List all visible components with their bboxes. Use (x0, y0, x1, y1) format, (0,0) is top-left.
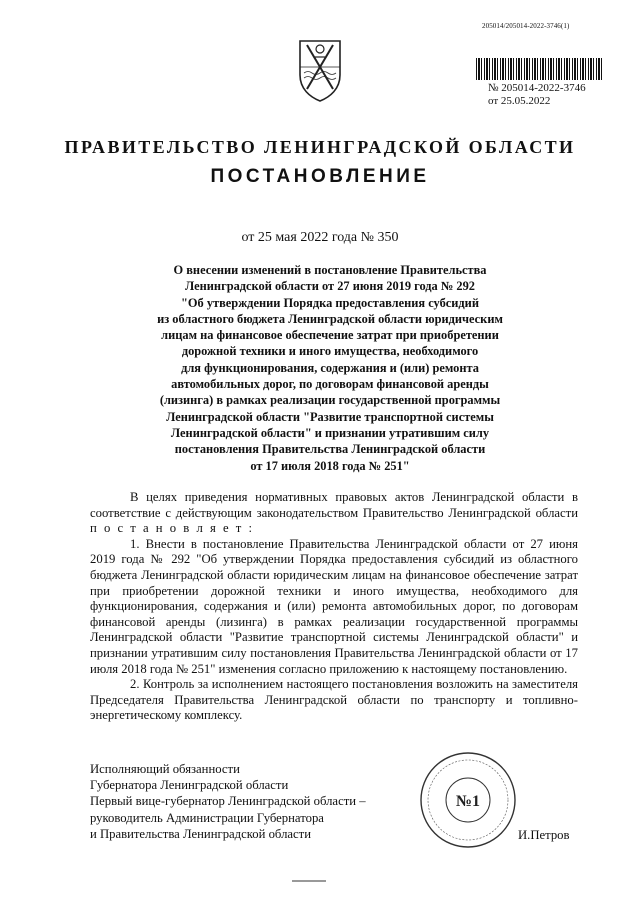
signatory-line: Исполняющий обязанности (90, 762, 240, 776)
government-name: ПРАВИТЕЛЬСТВО ЛЕНИНГРАДСКОЙ ОБЛАСТИ (64, 137, 576, 157)
signatory-line: Первый вице-губернатор Ленинградской области – (90, 794, 366, 809)
subject-line: лицам на финансовое обеспечение затрат при приобретении (161, 328, 499, 343)
subject-line: от 17 июля 2018 года № 251" (250, 458, 410, 473)
document-code: 205014/205014-2022-3746(1) (482, 22, 570, 30)
resolution-subject (140, 262, 520, 474)
coat-of-arms-icon (295, 37, 345, 103)
resolution-date-number: от 25 мая 2022 года № 350 (241, 230, 399, 245)
document-type-title: ПОСТАНОВЛЕНИЕ (210, 166, 430, 187)
subject-line: постановления Правительства Ленинградской области (174, 442, 486, 457)
preamble-text: В целях приведения нормативных правовых актов Ленинградской области в соответствие с действующим законодательством Правительство Ленинградской области (90, 490, 578, 520)
resolution-body (90, 490, 578, 724)
subject-line: автомобильных дорог, по договорам финансовой аренды (171, 377, 489, 392)
subject-line: дорожной техники и иного имущества, необходимого (181, 344, 479, 359)
resolves-word: п о с т а н о в л я е т : (90, 521, 254, 536)
signatory-line: Губернатора Ленинградской области (90, 778, 289, 793)
signatory-name: И.Петров (518, 828, 570, 842)
subject-line: Ленинградской области от 27 июня 2019 года № 292 (185, 279, 475, 294)
scan-mark (292, 880, 326, 882)
registration-number: № 205014-2022-3746 (488, 82, 586, 94)
subject-line: (лизинга) в рамках реализации государственной программы (159, 393, 501, 408)
subject-line: из областного бюджета Ленинградской области юридическим (157, 311, 503, 326)
registration-date: от 25.05.2022 (488, 95, 551, 107)
subject-line: О внесении изменений в постановление Правительства (173, 263, 487, 277)
item-1-paragraph: 1. Внести в постановление Правительства Ленинградской области от 27 июня 2019 года № 292 "Об утверждении Порядка предоставления субсидий из областного бюджета Ленинградской области юридическим лицам на финансовое обеспечение затрат при приобретении дорожной техники и иного имущества, необходимого для функционирования, содержания и (или) ремонта автомобильных дорог, по договорам финансовой аренды (лизинга) в рамках реализации государственной программы Ленинградской области "Развитие транспортной системы Ленинградской области" и признании утратившим силу постановления Правительства Ленинградской области от 17 июля 2018 года № 251" изменения согласно приложению к настоящему постановлению. (90, 536, 578, 676)
item-2-paragraph: 2. Контроль за исполнением настоящего постановления возложить на заместителя Председателя Правительства Ленинградской области по транспорту и топливно-энергетическому комплексу. (90, 677, 578, 723)
subject-line: Ленинградской области "Развитие транспортной системы (166, 409, 494, 424)
barcode (476, 58, 604, 80)
signatory-block (90, 761, 366, 842)
subject-line: для функционирования, содержания и (или) ремонта (181, 360, 479, 375)
subject-line: "Об утверждении Порядка предоставления субсидий (181, 295, 479, 310)
official-seal (418, 750, 518, 850)
signatory-line: руководитель Администрации Губернатора (90, 810, 324, 825)
seal-number: №1 (455, 793, 481, 810)
subject-line: Ленинградской области" и признании утратившим силу (170, 425, 490, 440)
preamble-paragraph (90, 490, 578, 537)
signatory-line: и Правительства Ленинградской области (90, 826, 311, 841)
